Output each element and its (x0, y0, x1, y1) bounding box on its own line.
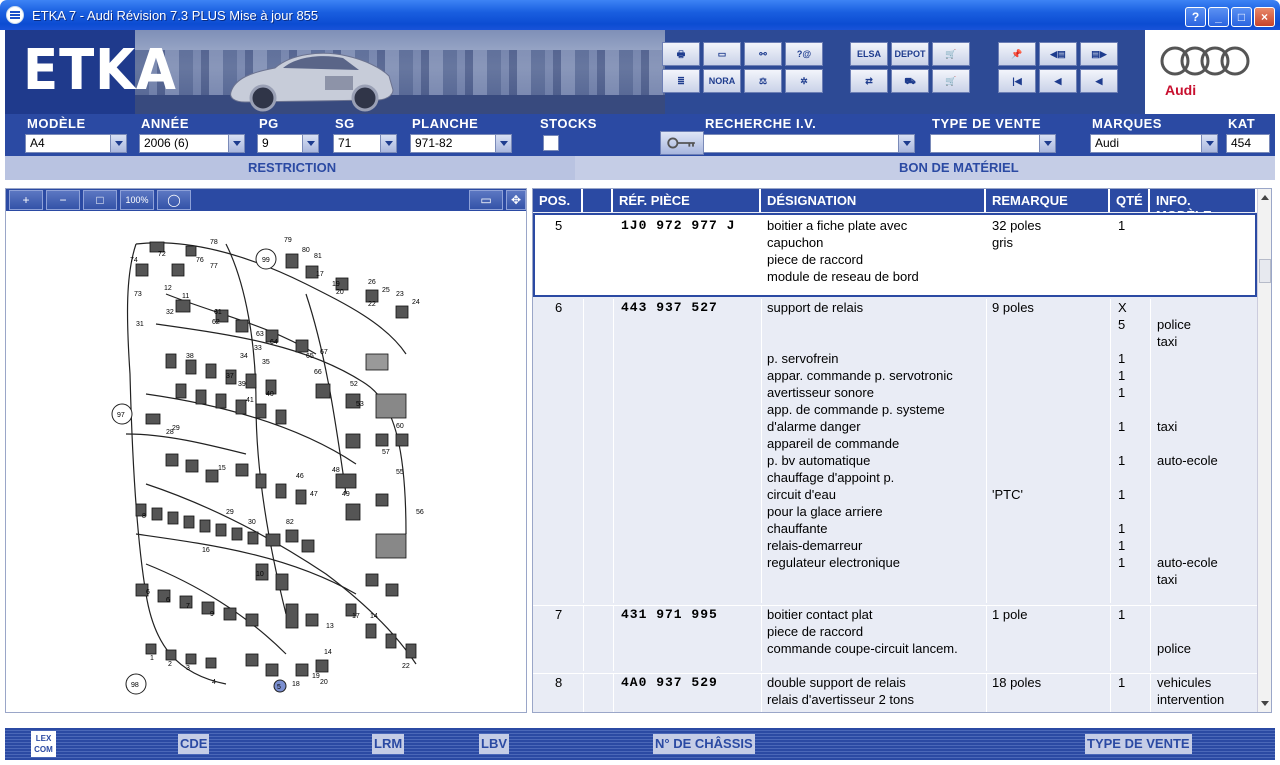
audi-rings-icon (1159, 44, 1251, 78)
row-qty: 1 (1118, 607, 1126, 622)
window-title: ETKA 7 - Audi Révision 7.3 PLUS Mise à jour 855 (32, 8, 319, 23)
svg-text:32: 32 (166, 309, 174, 316)
row-designation: boitier contact plat piece de raccord commande coupe-circuit lancem. (767, 607, 958, 656)
wheel-icon[interactable]: ✲ (785, 69, 823, 93)
svg-text:99: 99 (262, 257, 270, 264)
row-ref: 431 971 995 (621, 607, 718, 622)
row-ref: 1J0 972 977 J (621, 218, 736, 233)
lrm-button[interactable]: LRM (372, 734, 404, 754)
row-pos: 5 (555, 218, 563, 233)
svg-text:1: 1 (150, 655, 154, 662)
svg-text:52: 52 (350, 381, 358, 388)
svg-text:46: 46 (296, 473, 304, 480)
svg-text:2: 2 (168, 661, 172, 668)
table-header (533, 189, 1257, 212)
svg-text:18: 18 (292, 681, 300, 688)
svg-text:20: 20 (320, 679, 328, 686)
year-label: ANNÉE (141, 116, 190, 131)
selection-bar (5, 114, 1275, 156)
pg-label: PG (259, 116, 279, 131)
row-designation: support de relais p. servofrein appar. commande p. servotronic avertisseur sonore app. de commande p. systeme d'alarme danger appareil de commande p. bv automatique chauffage d'appoint p. circuit d'eau pour la glace arriere chauffante relais-demarreur regulateur electronique (767, 300, 953, 570)
year-value: 2006 (6) (144, 136, 189, 150)
svg-text:35: 35 (262, 359, 270, 366)
parts-table (532, 188, 1272, 713)
col-pos[interactable]: POS. (533, 189, 583, 212)
vehicle-icon[interactable]: ⛟ (891, 69, 929, 93)
svg-text:67: 67 (320, 349, 328, 356)
transfer-icon[interactable]: ⇄ (850, 69, 888, 93)
chevron-down-icon[interactable] (495, 135, 511, 152)
audi-logo-area (1145, 30, 1275, 114)
cart-icon[interactable]: 🛒 (932, 69, 970, 93)
svg-text:12: 12 (164, 285, 172, 292)
svg-text:28: 28 (166, 429, 174, 436)
svg-text:29: 29 (226, 509, 234, 516)
next-page-icon[interactable]: ▤▶ (1080, 42, 1118, 66)
stocks-label: STOCKS (540, 116, 597, 131)
svg-text:16: 16 (202, 547, 210, 554)
screen-icon[interactable]: ▭ (703, 42, 741, 66)
svg-text:77: 77 (210, 263, 218, 270)
search-label: RECHERCHE I.V. (705, 116, 817, 131)
row-qty: 1 (1118, 675, 1126, 690)
row-pos: 7 (555, 607, 563, 622)
svg-text:22: 22 (402, 663, 410, 670)
chassis-button[interactable]: N° DE CHÂSSIS (653, 734, 755, 754)
move-icon[interactable]: ✥ (506, 190, 526, 210)
row-ref: 4A0 937 529 (621, 675, 718, 690)
scroll-down-icon[interactable] (1261, 701, 1269, 706)
key-icon[interactable] (660, 131, 704, 155)
svg-text:23: 23 (396, 291, 404, 298)
row-designation: boitier a fiche plate avec capuchon piece de raccord module de reseau de bord (767, 218, 919, 284)
svg-text:41: 41 (246, 397, 254, 404)
nora-icon[interactable]: NORA (703, 69, 741, 93)
brands-label: MARQUES (1092, 116, 1162, 131)
sale-type-select[interactable] (930, 134, 1056, 153)
maximize-button[interactable]: □ (1231, 7, 1252, 27)
svg-text:53: 53 (356, 401, 364, 408)
svg-text:17: 17 (352, 613, 360, 620)
svg-text:39: 39 (238, 381, 246, 388)
svg-text:14: 14 (370, 613, 378, 620)
svg-text:64: 64 (270, 339, 278, 346)
model-value: A4 (30, 136, 45, 150)
minimize-button[interactable]: _ (1208, 7, 1229, 27)
kat-field[interactable] (1226, 134, 1270, 153)
svg-text:56: 56 (416, 509, 424, 516)
svg-text:20: 20 (336, 289, 344, 296)
depot-icon[interactable]: DEPOT (891, 42, 929, 66)
svg-text:38: 38 (186, 353, 194, 360)
help-button[interactable]: ? (1185, 7, 1206, 27)
svg-text:76: 76 (196, 257, 204, 264)
svg-text:15: 15 (218, 465, 226, 472)
pg-select[interactable] (257, 134, 319, 153)
col-info[interactable]: INFO. (1150, 189, 1257, 212)
svg-text:9: 9 (210, 611, 214, 618)
svg-text:57: 57 (382, 449, 390, 456)
row-info: police (1157, 641, 1191, 656)
prev-page-icon[interactable]: ◀▤ (1039, 42, 1077, 66)
sg-value: 71 (338, 136, 352, 150)
zoom-100-icon[interactable]: 100% (120, 190, 154, 210)
svg-text:14: 14 (324, 649, 332, 656)
svg-text:13: 13 (326, 623, 334, 630)
close-button[interactable]: × (1254, 7, 1275, 27)
chevron-down-icon[interactable] (1039, 135, 1055, 152)
svg-text:72: 72 (158, 251, 166, 258)
svg-text:33: 33 (254, 345, 262, 352)
binoculars-icon[interactable]: ⚯ (744, 42, 782, 66)
row-info: vehicules intervention (1157, 675, 1225, 707)
svg-text:82: 82 (286, 519, 294, 526)
svg-text:98: 98 (131, 682, 139, 689)
zoom-out-icon[interactable]: − (46, 190, 80, 210)
app-banner (5, 30, 1275, 114)
row-pos: 6 (555, 300, 563, 315)
banner-road (135, 95, 665, 114)
previous-icon[interactable]: ◀ (1080, 69, 1118, 93)
chevron-down-icon[interactable] (228, 135, 244, 152)
svg-text:40: 40 (266, 391, 274, 398)
scale-icon[interactable]: ⚖ (744, 69, 782, 93)
svg-text:55: 55 (396, 469, 404, 476)
svg-text:79: 79 (284, 237, 292, 244)
row-qty: X 5 1 1 1 1 1 1 1 1 1 (1118, 300, 1127, 570)
svg-text:62: 62 (212, 319, 220, 326)
sg-label: SG (335, 116, 355, 131)
svg-text:8: 8 (142, 513, 146, 520)
table-row[interactable] (533, 673, 1257, 713)
material-order-label[interactable]: BON DE MATÉRIEL (899, 160, 1019, 175)
svg-text:7: 7 (186, 603, 190, 610)
svg-text:49: 49 (342, 491, 350, 498)
svg-text:5: 5 (277, 684, 281, 691)
wiring-diagram[interactable] (106, 234, 436, 704)
row-remark: 32 poles gris (992, 218, 1042, 250)
row-designation: double support de relais relais d'avertisseur 2 tons (767, 675, 914, 707)
svg-text:81: 81 (314, 253, 322, 260)
svg-text:29: 29 (172, 425, 180, 432)
svg-text:80: 80 (302, 247, 310, 254)
svg-text:74: 74 (130, 257, 138, 264)
chevron-down-icon[interactable] (110, 135, 126, 152)
col-designation[interactable]: DÉSIGNATION (761, 189, 986, 212)
row-ref: 443 937 527 (621, 300, 718, 315)
audi-brand-text: Audi (1165, 82, 1197, 98)
svg-text:37: 37 (226, 373, 234, 380)
pin-icon[interactable]: 📌 (998, 42, 1036, 66)
kat-value: 454 (1231, 136, 1252, 150)
svg-text:11: 11 (182, 293, 190, 300)
row-pos: 8 (555, 675, 563, 690)
row-remark: 9 poles 'PTC' (992, 300, 1034, 502)
lbv-button[interactable]: LBV (479, 734, 509, 754)
pg-value: 9 (262, 136, 269, 150)
row-remark: 18 poles (992, 675, 1042, 690)
plate-select[interactable] (410, 134, 512, 153)
svg-text:31: 31 (136, 321, 144, 328)
first-icon[interactable]: |◀ (998, 69, 1036, 93)
table-scrollbar[interactable] (1257, 189, 1272, 712)
plate-label: PLANCHE (412, 116, 479, 131)
brands-value: Audi (1095, 136, 1120, 150)
table-row[interactable] (533, 299, 1257, 603)
svg-text:17: 17 (316, 271, 324, 278)
car-image (225, 42, 397, 112)
svg-text:10: 10 (256, 571, 264, 578)
row-qty: 1 (1118, 218, 1126, 233)
restriction-row (5, 156, 1275, 180)
restriction-label[interactable]: RESTRICTION (248, 160, 337, 175)
col-ref[interactable]: RÉF. PIÈCE (613, 189, 761, 212)
chevron-down-icon[interactable] (380, 135, 396, 152)
zoom-area-icon[interactable]: □ (83, 190, 117, 210)
app-icon[interactable] (6, 6, 24, 24)
col-remark[interactable]: REMARQUE (986, 189, 1110, 212)
svg-text:63: 63 (256, 331, 264, 338)
zoom-in-icon[interactable]: + (9, 190, 43, 210)
svg-text:3: 3 (186, 665, 190, 672)
row-remark: 1 pole (992, 607, 1028, 622)
banner-skyline (135, 50, 665, 100)
cart-list-icon[interactable]: 🛒 (932, 42, 970, 66)
help-mail-icon[interactable]: ?@ (785, 42, 823, 66)
scroll-thumb[interactable] (1259, 259, 1271, 283)
lexcom-logo[interactable] (31, 731, 56, 757)
svg-text:4: 4 (212, 679, 216, 686)
svg-text:60: 60 (396, 423, 404, 430)
svg-text:47: 47 (310, 491, 318, 498)
svg-text:19: 19 (332, 281, 340, 288)
plate-value: 971-82 (415, 136, 453, 150)
svg-text:66: 66 (314, 369, 322, 376)
row-info: police taxi taxi auto-ecole auto-ecole taxi (1157, 317, 1218, 587)
col-flag[interactable] (583, 189, 613, 212)
svg-text:30: 30 (248, 519, 256, 526)
elsa-icon[interactable]: ELSA (850, 42, 888, 66)
sale-type-label: TYPE DE VENTE (932, 116, 1042, 131)
svg-text:19: 19 (312, 673, 320, 680)
svg-text:73: 73 (134, 291, 142, 298)
print-icon[interactable]: 🖶 (662, 42, 700, 66)
diagram-pane (5, 188, 527, 713)
svg-text:24: 24 (412, 299, 420, 306)
svg-text:48: 48 (332, 467, 340, 474)
sg-select[interactable] (333, 134, 397, 153)
svg-text:25: 25 (382, 287, 390, 294)
svg-text:6: 6 (166, 597, 170, 604)
brands-select[interactable] (1090, 134, 1218, 153)
back-icon[interactable]: ◀ (1039, 69, 1077, 93)
svg-text:65: 65 (306, 353, 314, 360)
svg-text:97: 97 (117, 412, 125, 419)
svg-text:78: 78 (210, 239, 218, 246)
svg-text:6: 6 (146, 589, 150, 596)
svg-text:34: 34 (240, 353, 248, 360)
status-bar (5, 728, 1275, 760)
svg-text:26: 26 (368, 279, 376, 286)
kat-label: KAT (1228, 116, 1256, 131)
chevron-down-icon[interactable] (898, 135, 914, 152)
zoom-fit-icon[interactable]: ◯ (157, 190, 191, 210)
list-icon[interactable]: ≣ (662, 69, 700, 93)
chevron-down-icon[interactable] (302, 135, 318, 152)
search-select[interactable] (703, 134, 915, 153)
cde-button[interactable]: CDE (178, 734, 209, 754)
window-titlebar (0, 0, 1280, 30)
layout-icon[interactable]: ▭ (469, 190, 503, 210)
lexcom-text: LEX COM (34, 734, 53, 754)
model-select[interactable] (25, 134, 127, 153)
table-row[interactable] (533, 213, 1257, 297)
table-row[interactable] (533, 605, 1257, 671)
sale-type-button[interactable]: TYPE DE VENTE (1085, 734, 1192, 754)
col-qty[interactable]: QTÉ (1110, 189, 1150, 212)
stocks-checkbox[interactable] (543, 135, 559, 151)
model-label: MODÈLE (27, 116, 86, 131)
year-select[interactable] (139, 134, 245, 153)
chevron-down-icon[interactable] (1201, 135, 1217, 152)
svg-text:22: 22 (368, 301, 376, 308)
svg-text:61: 61 (214, 309, 222, 316)
etka-logo: ETKA (23, 38, 177, 103)
scroll-up-icon[interactable] (1261, 195, 1269, 200)
zoom-toolbar (6, 189, 526, 211)
